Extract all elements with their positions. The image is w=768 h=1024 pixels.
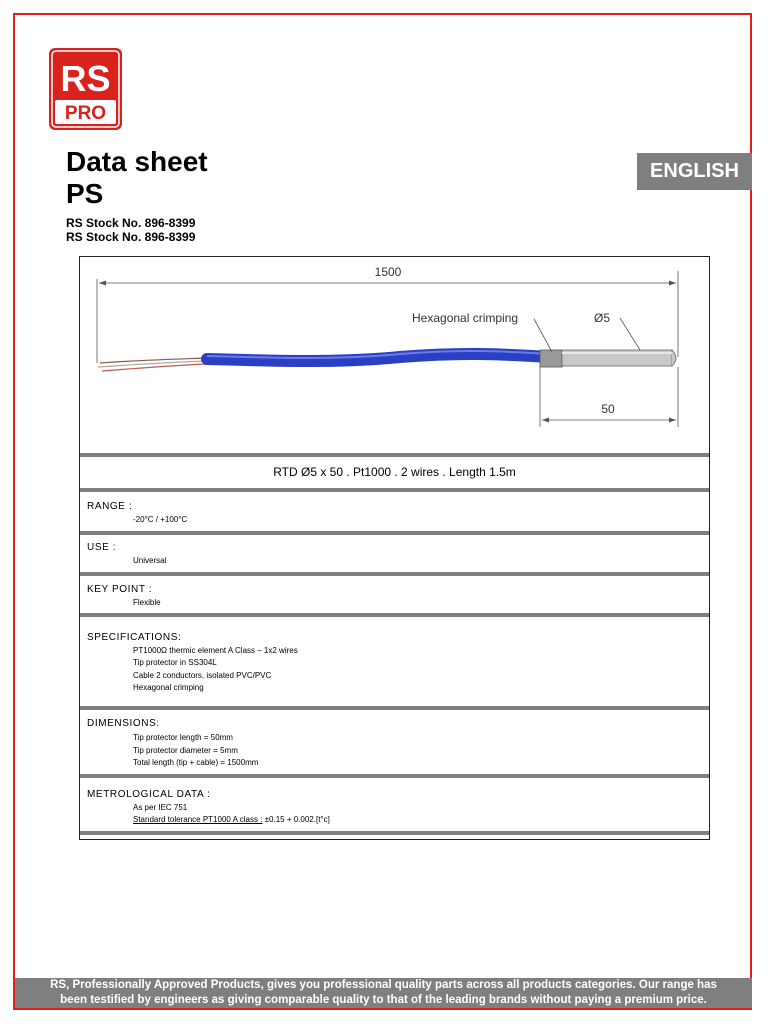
metrological-title: METROLOGICAL DATA : — [87, 789, 211, 800]
separator — [80, 613, 709, 617]
hex-crimp — [540, 350, 562, 367]
logo-pro-text: PRO — [64, 103, 107, 124]
dimensions-title: DIMENSIONS: — [87, 718, 160, 729]
dimension-line: Tip protector diameter = 5mm — [133, 746, 238, 755]
stock-number-2: RS Stock No. 896-8399 — [66, 230, 196, 244]
specifications-title: SPECIFICATIONS: — [87, 632, 182, 643]
spec-line: PT1000Ω thermic element A Class – 1x2 wires — [133, 646, 298, 655]
title-line-2: PS — [66, 178, 104, 209]
spec-line: Hexagonal crimping — [133, 683, 204, 692]
use-title: USE : — [87, 542, 117, 553]
product-caption: RTD Ø5 x 50 . Pt1000 . 2 wires . Length 1.5m — [273, 465, 516, 479]
spec-line: Tip protector in SS304L — [133, 658, 217, 667]
stock-number-1: RS Stock No. 896-8399 — [66, 216, 196, 230]
tip-length-label: 50 — [601, 402, 615, 416]
footer-banner — [15, 978, 752, 1008]
separator — [80, 831, 709, 835]
use-value: Universal — [133, 556, 167, 565]
separator — [80, 488, 709, 492]
title-line-1: Data sheet — [66, 146, 208, 177]
range-value: -20°C / +100°C — [133, 515, 188, 524]
total-length-label: 1500 — [374, 265, 402, 279]
separator — [80, 531, 709, 535]
dimension-line: Tip protector length = 50mm — [133, 733, 233, 742]
spec-line: Cable 2 conductors, isolated PVC/PVC — [133, 671, 272, 680]
page-title — [66, 146, 208, 210]
tolerance-label: Standard tolerance PT1000 A class : — [133, 815, 263, 824]
tolerance-value: ±0.15 + 0.002.[t°c] — [264, 815, 330, 824]
metrological-line: As per IEC 751 — [133, 803, 188, 812]
metrological-line — [133, 814, 330, 827]
footer-line-2: been testified by engineers as giving comparable quality to that of the leading brands without paying a premium price. — [60, 994, 707, 1006]
diameter-label: Ø5 — [594, 311, 611, 325]
logo-rs-text: RS — [60, 58, 111, 99]
product-drawing — [80, 257, 709, 453]
dimension-line: Total length (tip + cable) = 1500mm — [133, 758, 259, 767]
separator — [80, 706, 709, 710]
crimp-label: Hexagonal crimping — [412, 311, 519, 325]
key-point-value: Flexible — [133, 598, 161, 607]
rs-pro-logo — [49, 48, 122, 130]
separator — [80, 572, 709, 576]
key-point-title: KEY POINT : — [87, 584, 153, 595]
range-title: RANGE : — [87, 501, 133, 512]
separator — [80, 774, 709, 778]
language-badge: ENGLISH — [637, 153, 752, 190]
product-spec-box — [79, 256, 710, 840]
footer-line-1: RS, Professionally Approved Products, gives you professional quality parts across all products categories. Our range has — [50, 979, 717, 991]
